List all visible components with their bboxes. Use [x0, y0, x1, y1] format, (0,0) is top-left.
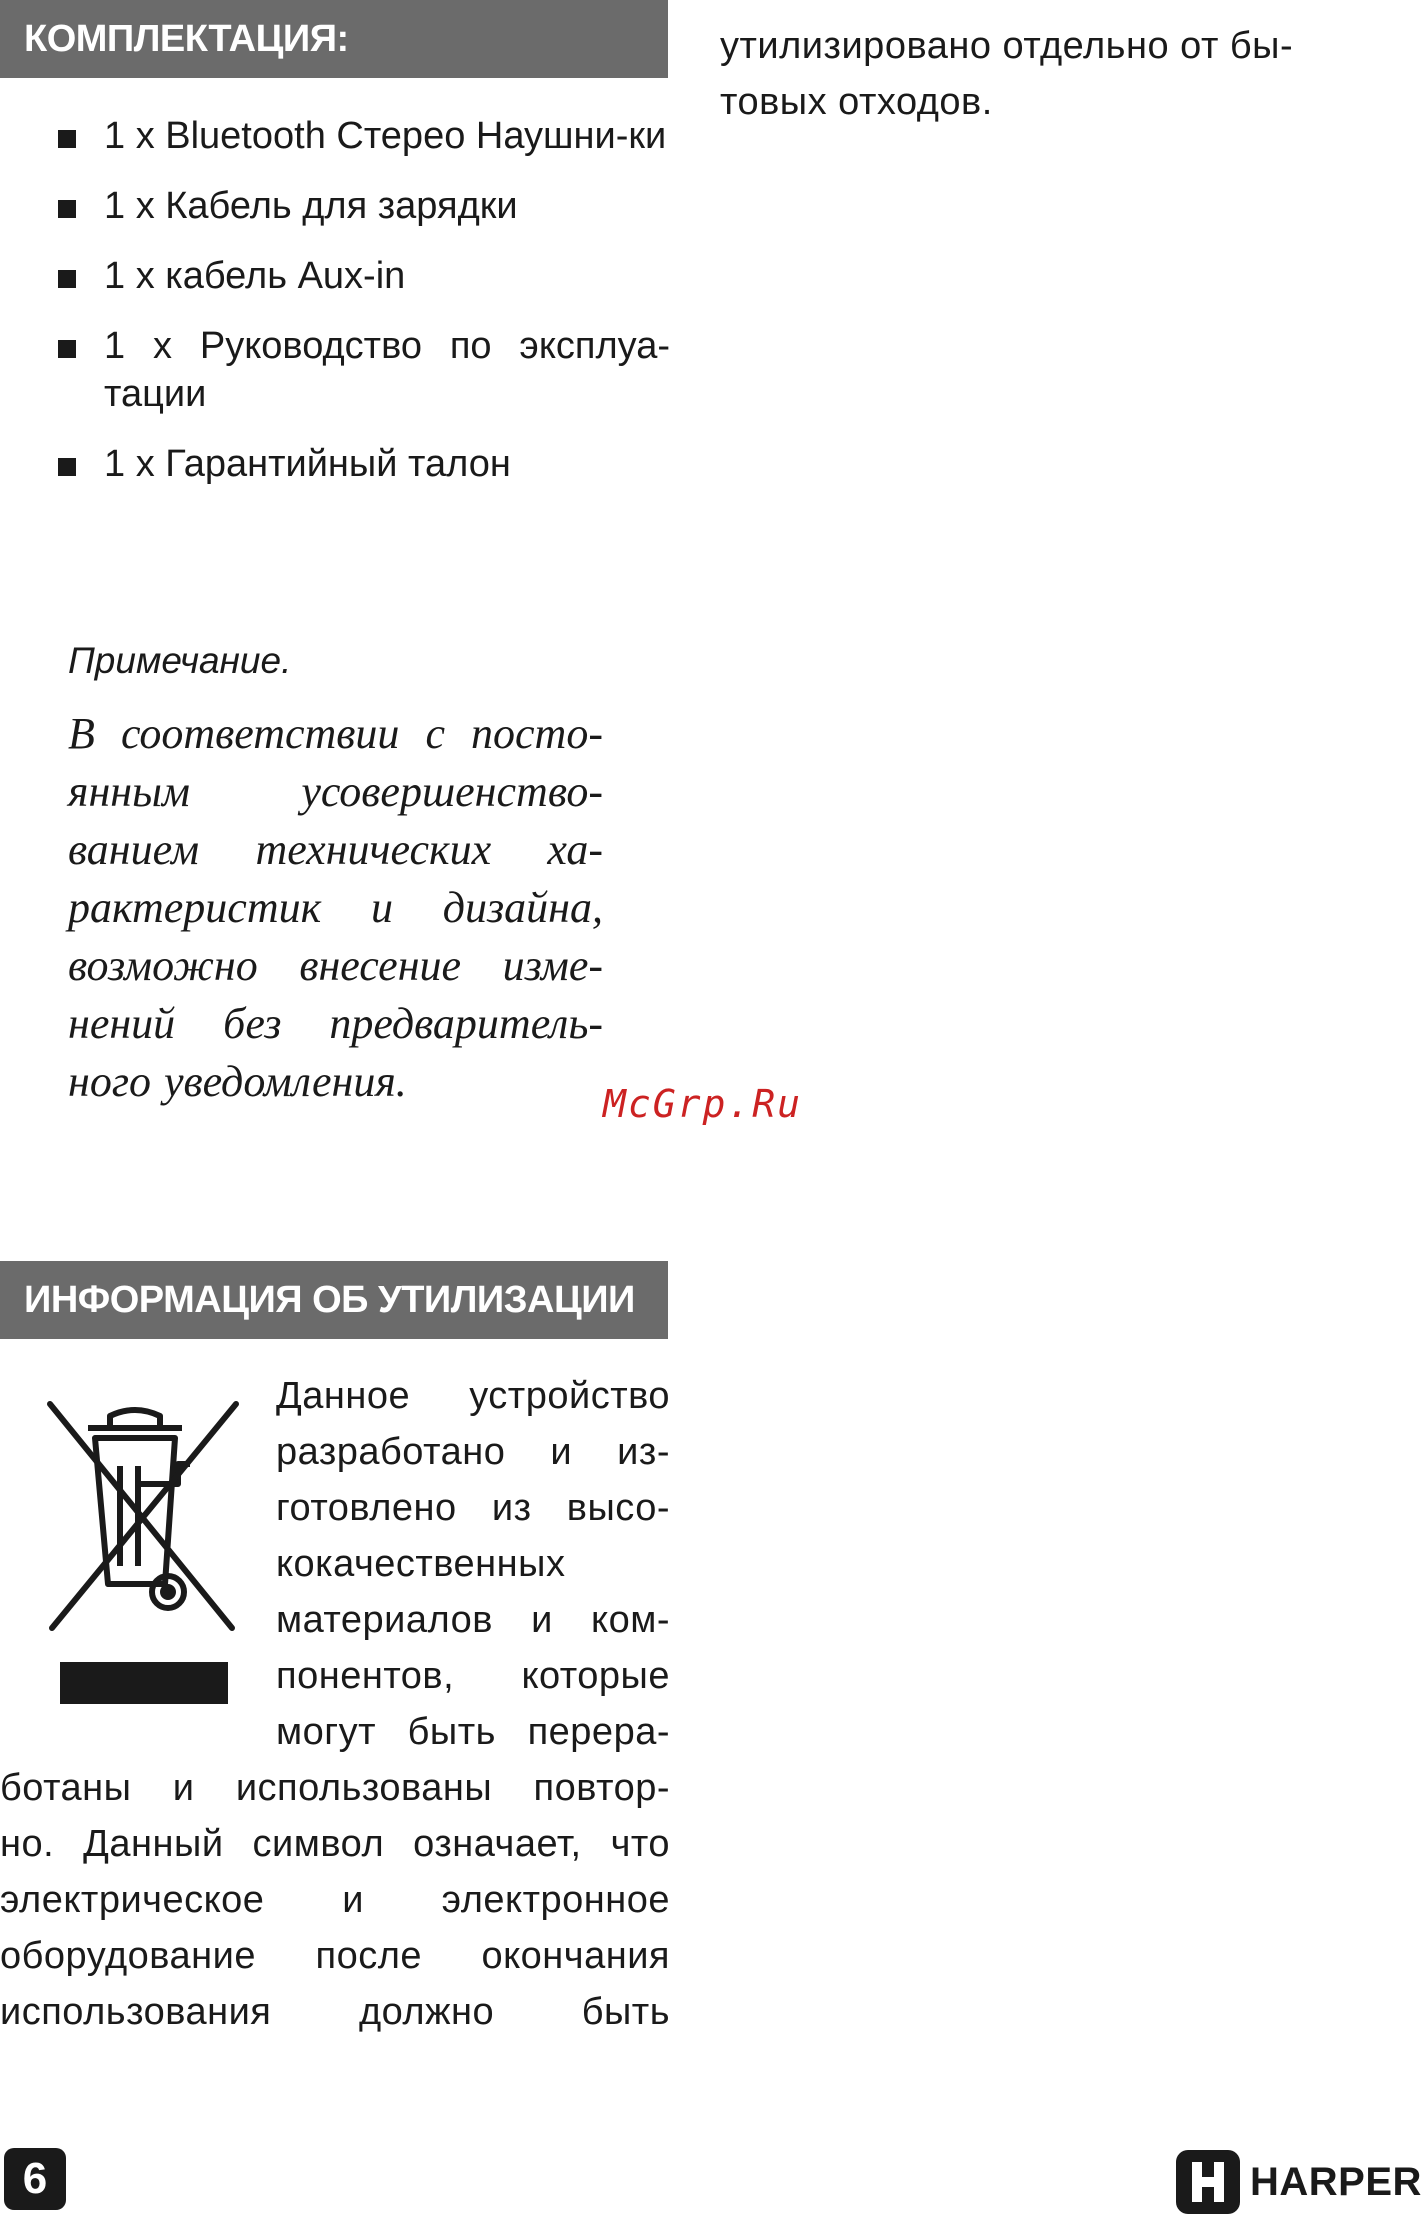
page-number: 6: [4, 2148, 66, 2210]
list-item: [58, 322, 670, 418]
list-item: [58, 440, 670, 488]
bullet-icon: [58, 270, 76, 288]
utilization-line: Данное устройство: [276, 1375, 670, 1417]
utilization-line: ботаны и использованы повтор-: [0, 1767, 670, 1809]
utilization-line: разработано и из-: [276, 1431, 670, 1473]
brand-logo: [1176, 2150, 1422, 2214]
list-item: [58, 182, 670, 230]
bullet-icon: [58, 340, 76, 358]
list-item-text: 1 х кабель Aux-in: [104, 255, 406, 297]
list-item-text: 1 х Bluetooth Стерео Наушни-ки: [104, 115, 667, 157]
utilization-line: оборудование после окончания: [0, 1935, 670, 1977]
utilization-continuation: утилизировано отдельно от бы-товых отходов.: [720, 25, 1294, 123]
harper-logo-icon: [1176, 2150, 1240, 2214]
utilization-line: использования должно быть: [0, 1991, 670, 2033]
utilization-line: но. Данный символ означает, что: [0, 1823, 670, 1865]
bullet-icon: [58, 200, 76, 218]
utilization-text: [0, 1368, 670, 2040]
list-item-text: 1 х Гарантийный талон: [104, 443, 511, 485]
kit-section-header: КОМПЛЕКТАЦИЯ:: [0, 0, 668, 78]
bullet-icon: [58, 130, 76, 148]
utilization-line: могут быть перера-: [276, 1711, 670, 1753]
utilization-line: материалов и ком-: [276, 1599, 670, 1641]
list-item-text: 1 х Руководство по эксплуа-тации: [104, 325, 670, 415]
crossed-out-bin-icon: [0, 1366, 258, 1726]
list-item: [58, 252, 670, 300]
utilization-line: понентов, которые: [276, 1655, 670, 1697]
note-title: Примечание.: [68, 640, 292, 681]
kit-list: [58, 112, 670, 510]
utilization-line: электрическое и электронное: [0, 1879, 670, 1921]
utilization-section-header: ИНФОРМАЦИЯ ОБ УТИЛИЗАЦИИ: [0, 1261, 668, 1339]
brand-name: HARPER: [1250, 2159, 1422, 2204]
list-item-text: 1 х Кабель для зарядки: [104, 185, 518, 227]
utilization-line: готовлено из высо-: [276, 1487, 670, 1529]
note-body: В соответствии с посто-янным усовершенство-ванием технических ха-рактеристик и дизайна, возможно внесение изме-нений без предваритель-ного уведомления.: [68, 709, 603, 1106]
bullet-icon: [58, 458, 76, 476]
watermark-link[interactable]: McGrp.Ru: [603, 1082, 803, 1126]
utilization-line: кокачественных: [276, 1543, 566, 1585]
list-item: [58, 112, 670, 160]
